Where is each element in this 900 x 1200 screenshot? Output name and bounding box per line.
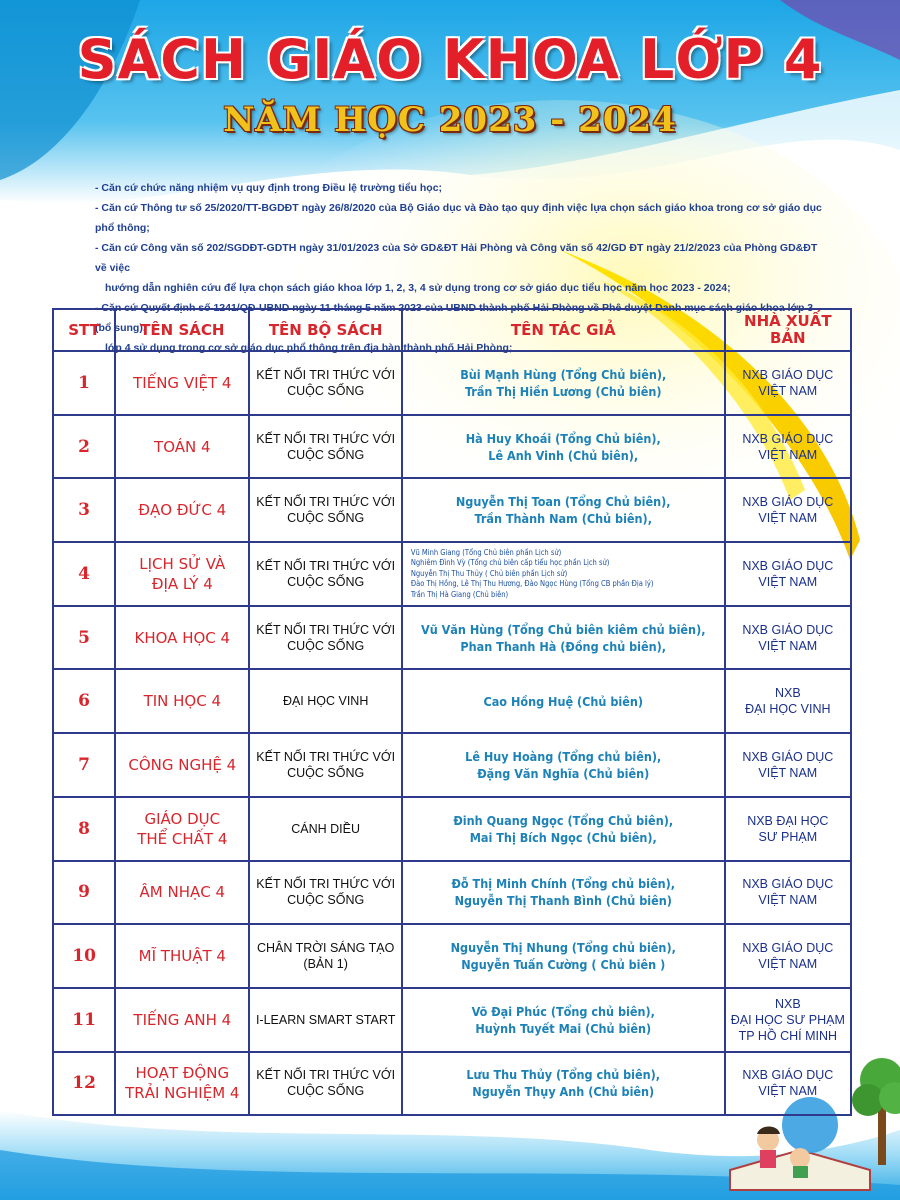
book-authors [402,924,725,988]
book-publisher-line: VIỆT NAM [758,383,818,398]
book-publisher-line: ĐẠI HỌC VINH [745,702,831,717]
header-publisher [725,309,851,351]
book-publisher-line: TP HỒ CHÍ MINH [738,1028,838,1043]
book-name [115,924,249,988]
table-row [53,478,851,542]
book-series-line: KẾT NỐI TRI THỨC VỚI [256,622,396,637]
book-authors [402,797,725,861]
book-name [115,415,249,479]
book-name [115,542,249,606]
book-publisher-line: VIỆT NAM [758,765,818,780]
book-publisher [725,415,851,479]
book-publisher [725,797,851,861]
book-authors [402,415,725,479]
table-header-row [53,309,851,351]
book-authors-line: Nguyễn Thị Nhung (Tổng chủ biên), [450,940,676,956]
book-publisher-line: NXB GIÁO DỤC [742,941,834,956]
header-book-name: TÊN SÁCH [115,309,249,351]
book-authors-line: Nguyễn Tuấn Cường ( Chủ biên ) [461,957,666,973]
book-publisher-line: NXB GIÁO DỤC [742,558,834,573]
book-series-line: CHÂN TRỜI SÁNG TẠO [256,941,395,956]
book-publisher [725,733,851,797]
book-authors-line: Phan Thanh Hà (Đồng chủ biên), [460,638,667,654]
book-publisher-line: ĐẠI HỌC SƯ PHẠM [730,1012,845,1027]
book-name-line: TOÁN 4 [154,437,211,456]
table-row [53,669,851,733]
book-series [249,1052,401,1116]
book-series-line: CUỘC SỐNG [287,511,365,526]
book-series-line: CUỘC SỐNG [287,1084,365,1099]
book-authors-line: Cao Hồng Huệ (Chủ biên) [483,693,644,709]
book-name [115,606,249,670]
book-name [115,478,249,542]
book-publisher-line: VIỆT NAM [758,957,818,972]
book-name-line: TIẾNG ANH 4 [133,1010,232,1029]
table-row [53,797,851,861]
book-publisher [725,988,851,1052]
book-publisher [725,478,851,542]
poster-title: SÁCH GIÁO KHOA LỚP 4 [77,28,823,91]
book-series-line: KẾT NỐI TRI THỨC VỚI [256,558,396,573]
book-publisher-line: NXB GIÁO DỤC [742,749,834,764]
book-authors-line: Huỳnh Tuyết Mai (Chủ biên) [475,1020,652,1036]
textbook-table [52,308,852,1116]
book-name [115,669,249,733]
book-authors-line: Nguyễn Thị Toan (Tổng Chủ biên), [455,494,671,510]
book-series [249,733,401,797]
book-authors-line: Lê Huy Hoàng (Tổng chủ biên), [465,748,662,764]
book-name-line: THỂ CHẤT 4 [137,829,228,848]
book-series [249,797,401,861]
book-name-line: TRẢI NGHIỆM 4 [125,1084,240,1103]
book-name-line: LỊCH SỬ VÀ [139,554,226,573]
book-authors [402,351,725,415]
book-name-line: ĐẠO ĐỨC 4 [138,501,227,520]
book-name [115,861,249,925]
book-authors-line: Nguyễn Thị Thanh Bình (Chủ biên) [454,893,672,909]
row-number: 11 [53,988,115,1052]
book-authors-line: Trần Thành Nam (Chủ biên), [474,511,652,527]
book-authors [402,733,725,797]
book-series [249,478,401,542]
table-row [53,861,851,925]
book-authors-line: Lê Anh Vinh (Chủ biên), [488,447,639,463]
book-authors-line: Vũ Văn Hùng (Tổng Chủ biên kiêm chủ biên), [420,621,706,637]
book-authors [402,669,725,733]
row-number: 10 [53,924,115,988]
book-series [249,351,401,415]
book-series-line: CUỘC SỐNG [287,893,365,908]
header-publisher-line: NHÀ XUẤT [744,312,832,330]
book-authors [402,1052,725,1116]
book-name-line: ĐỊA LÝ 4 [151,574,213,593]
row-number: 12 [53,1052,115,1116]
book-authors-line: Nguyễn Thụy Anh (Chủ biên) [472,1084,655,1100]
book-series-line: KẾT NỐI TRI THỨC VỚI [256,1068,396,1083]
book-authors-line: Bùi Mạnh Hùng (Tổng Chủ biên), [460,366,667,382]
note-line: - Căn cứ Quyết định số 1241/QĐ-UBND ngày 11 tháng 5 năm 2023 của UBND thành phố Hải Phòng về Phê duyệt Danh mục sách giáo khoa lớp 3 (bổ sung), [95,302,814,334]
book-publisher [725,861,851,925]
book-authors-line: Trần Thị Hiền Lương (Chủ biên) [465,383,662,399]
book-publisher [725,606,851,670]
table-row [53,733,851,797]
book-series-line: ĐẠI HỌC VINH [282,694,369,709]
book-series [249,924,401,988]
book-series-line: CUỘC SỐNG [287,447,365,462]
header-stt: STT [53,309,115,351]
header-series: TÊN BỘ SÁCH [249,309,401,351]
table-row [53,1052,851,1116]
book-series-line: KẾT NỐI TRI THỨC VỚI [256,367,396,382]
book-publisher-line: NXB GIÁO DỤC [742,877,834,892]
book-publisher-line: NXB ĐẠI HỌC [747,813,829,828]
book-series-line: CUỘC SỐNG [287,383,365,398]
book-series [249,669,401,733]
row-number: 7 [53,733,115,797]
book-authors-line: Nguyễn Thị Thu Thủy ( Chủ biên phần Lịch sử) [410,568,568,578]
book-publisher-line: NXB [774,686,801,701]
book-publisher-line: NXB GIÁO DỤC [742,495,834,510]
book-authors [402,478,725,542]
book-publisher-line: VIỆT NAM [758,1084,818,1099]
row-number: 6 [53,669,115,733]
book-series-line: KẾT NỐI TRI THỨC VỚI [256,495,396,510]
book-authors-line: Nghiêm Đình Vỳ (Tổng chủ biên cấp tiểu học phần Lịch sử) [410,558,610,568]
note-line: - Căn cứ Thông tư số 25/2020/TT-BGDĐT ngày 26/8/2020 của Bộ Giáo dục và Đào tạo quy định việc lựa chọn sách giáo khoa trong cơ sở giáo dục phổ thông; [95,202,822,234]
book-publisher-line: VIỆT NAM [758,893,818,908]
book-series [249,988,401,1052]
book-series-line: CÁNH DIỀU [291,821,361,836]
book-name [115,797,249,861]
book-publisher-line: SƯ PHẠM [758,829,818,844]
book-publisher [725,924,851,988]
book-name [115,351,249,415]
book-series [249,861,401,925]
book-authors-line: Đặng Văn Nghĩa (Chủ biên) [477,765,650,781]
book-publisher-line: VIỆT NAM [758,574,818,589]
table-row [53,542,851,606]
book-publisher-line: NXB GIÁO DỤC [742,367,834,382]
book-authors [402,606,725,670]
book-name-line: TIẾNG VIỆT 4 [133,373,232,392]
table-row [53,351,851,415]
book-series-line: (BẢN 1) [303,957,348,972]
book-series-line: KẾT NỐI TRI THỨC VỚI [256,749,396,764]
book-authors-line: Võ Đại Phúc (Tổng chủ biên), [471,1003,655,1019]
row-number: 5 [53,606,115,670]
note-line: lớp 4 sử dụng trong cơ sở giáo dục phổ thông trên địa bàn thành phố Hải Phòng; [105,342,513,354]
header-publisher-line: BẢN [770,329,806,347]
row-number: 1 [53,351,115,415]
book-publisher [725,351,851,415]
book-name-line: CÔNG NGHỆ 4 [128,755,237,774]
book-series-line: CUỘC SỐNG [287,765,365,780]
book-name-line: KHOA HỌC 4 [134,628,231,647]
book-authors-line: Đỗ Thị Minh Chính (Tổng chủ biên), [451,876,676,892]
table-row [53,924,851,988]
book-name-line: TIN HỌC 4 [143,692,222,711]
book-publisher-line: NXB GIÁO DỤC [742,622,834,637]
book-series [249,415,401,479]
book-name-line: ÂM NHẠC 4 [139,883,226,902]
book-authors-line: Đinh Quang Ngọc (Tổng Chủ biên), [453,812,674,828]
row-number: 9 [53,861,115,925]
book-name-line: GIÁO DỤC [144,809,221,828]
book-authors-line: Trần Thị Hà Giang (Chủ biên) [410,589,509,599]
header-authors: TÊN TÁC GIẢ [402,309,725,351]
book-series [249,542,401,606]
row-number: 4 [53,542,115,606]
book-publisher-line: NXB GIÁO DỤC [742,1068,834,1083]
book-publisher-line: VIỆT NAM [758,638,818,653]
book-series [249,606,401,670]
book-publisher-line: NXB [774,996,801,1011]
table-row [53,606,851,670]
book-authors-line: Đào Thị Hồng, Lê Thị Thu Hương, Đào Ngọc Hùng (Tổng CB phần Địa lý) [410,579,654,589]
book-name [115,988,249,1052]
book-publisher [725,1052,851,1116]
book-authors [402,542,725,606]
poster-subtitle: NĂM HỌC 2023 - 2024 [223,100,677,140]
book-series-line: I-LEARN SMART START [255,1012,396,1027]
note-line: - Căn cứ chức năng nhiệm vụ quy định trong Điều lệ trường tiểu học; [95,182,443,194]
book-publisher-line: VIỆT NAM [758,511,818,526]
book-authors [402,861,725,925]
book-name [115,1052,249,1116]
book-series-line: KẾT NỐI TRI THỨC VỚI [256,877,396,892]
book-publisher-line: NXB GIÁO DỤC [742,431,834,446]
table-row [53,988,851,1052]
book-publisher [725,669,851,733]
book-series-line: KẾT NỐI TRI THỨC VỚI [256,431,396,446]
book-name-line: MĨ THUẬT 4 [138,947,226,966]
row-number: 8 [53,797,115,861]
book-name [115,733,249,797]
row-number: 3 [53,478,115,542]
book-authors [402,988,725,1052]
book-authors-line: Hà Huy Khoái (Tổng Chủ biên), [465,430,661,446]
book-series-line: CUỘC SỐNG [287,638,365,653]
book-publisher [725,542,851,606]
row-number: 2 [53,415,115,479]
note-line: - Căn cứ Công văn số 202/SGDĐT-GDTH ngày 31/01/2023 của Sở GD&ĐT Hải Phòng và Công văn số 42/GD ĐT ngày 21/2/2023 của Phòng GD&ĐT về việc [95,242,818,274]
table-row [53,415,851,479]
book-name-line: HOẠT ĐỘNG [135,1064,230,1083]
book-authors-line: Mai Thị Bích Ngọc (Chủ biên), [469,829,657,845]
book-authors-line: Lưu Thu Thủy (Tổng chủ biên), [466,1067,661,1083]
book-publisher-line: VIỆT NAM [758,447,818,462]
book-series-line: CUỘC SỐNG [287,574,365,589]
note-line: hướng dẫn nghiên cứu để lựa chọn sách giáo khoa lớp 1, 2, 3, 4 sử dụng trong cơ sở giáo dục tiểu học năm học 2023 - 2024; [105,282,731,294]
book-authors-line: Vũ Minh Giang (Tổng Chủ biên phần Lịch sử) [410,547,562,557]
